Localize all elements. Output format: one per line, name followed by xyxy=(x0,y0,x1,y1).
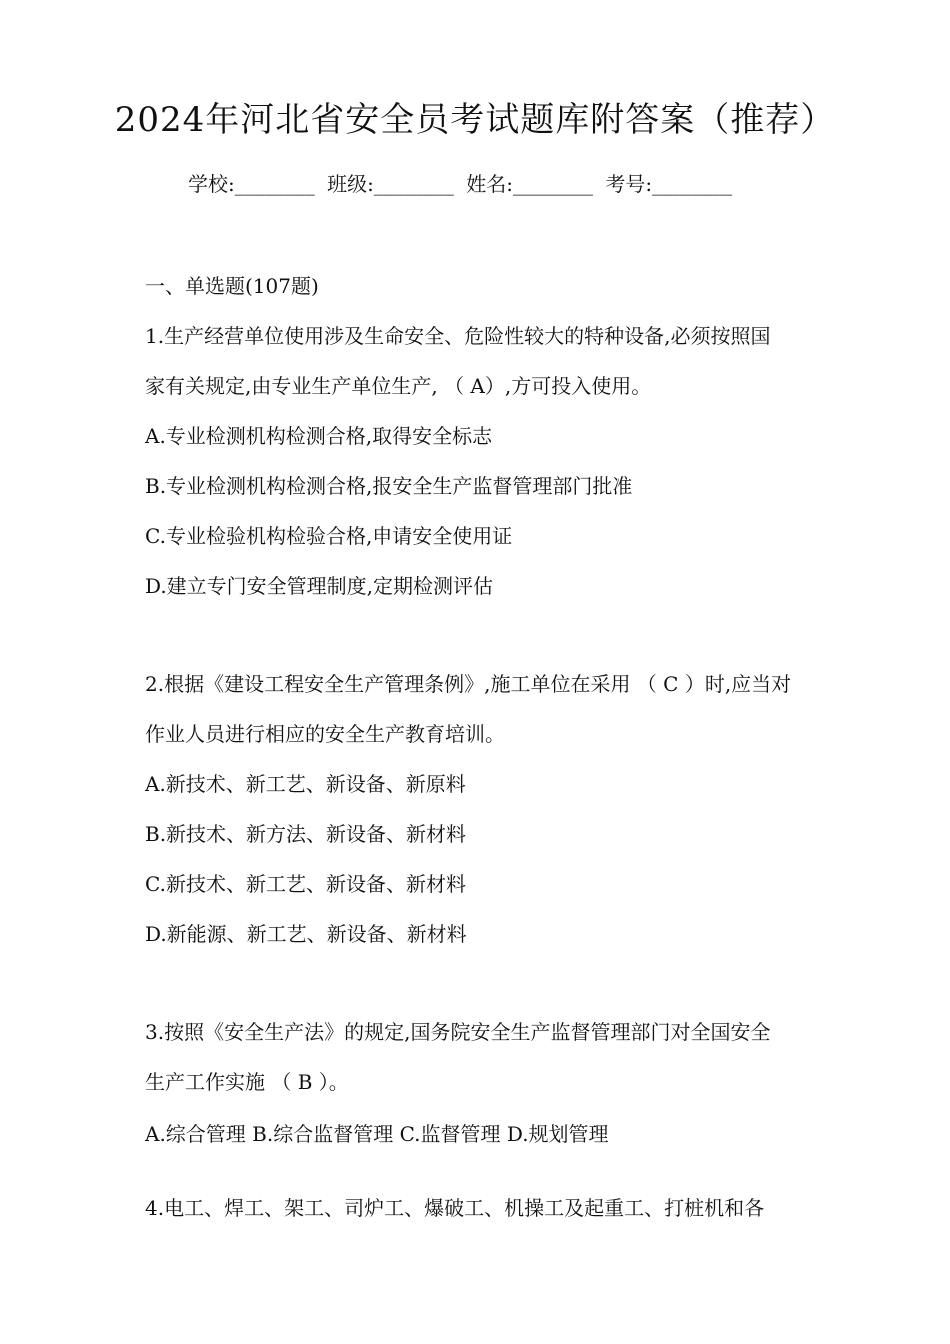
question-1-option-a: A.专业检测机构检测合格,取得安全标志 xyxy=(145,424,493,448)
question-2-option-a: A.新技术、新工艺、新设备、新原料 xyxy=(145,772,466,796)
question-2-option-b: B.新技术、新方法、新设备、新材料 xyxy=(145,822,467,846)
student-info-row xyxy=(188,172,738,196)
question-3-options: A.综合管理 B.综合监督管理 C.监督管理 D.规划管理 xyxy=(145,1122,609,1146)
exam-number-field: 考号:________ xyxy=(605,172,733,196)
question-2-option-d: D.新能源、新工艺、新设备、新材料 xyxy=(145,922,467,946)
name-field: 姓名:________ xyxy=(466,172,593,196)
question-2-option-c: C.新技术、新工艺、新设备、新材料 xyxy=(145,872,466,896)
question-1-option-c: C.专业检验机构检验合格,申请安全使用证 xyxy=(145,524,513,548)
question-1-option-b: B.专业检测机构检测合格,报安全生产监督管理部门批准 xyxy=(145,474,633,498)
question-1-line-2: 家有关规定,由专业生产单位生产, （ A）,方可投入使用。 xyxy=(145,374,652,398)
question-2-line-2: 作业人员进行相应的安全生产教育培训。 xyxy=(145,722,505,746)
question-4-line-1: 4.电工、焊工、架工、司炉工、爆破工、机操工及起重工、打桩机和各 xyxy=(145,1196,765,1220)
section-heading: 一、单选题(107题) xyxy=(145,274,319,298)
school-field: 学校:________ xyxy=(188,172,315,196)
question-1-option-d: D.建立专门安全管理制度,定期检测评估 xyxy=(145,574,494,598)
question-3-line-1: 3.按照《安全生产法》的规定,国务院安全生产监督管理部门对全国安全 xyxy=(145,1020,771,1044)
page-title: 2024年河北省安全员考试题库附答案（推荐） xyxy=(114,100,836,140)
class-field: 班级:________ xyxy=(327,172,454,196)
question-1-line-1: 1.生产经营单位使用涉及生命安全、危险性较大的特种设备,必须按照国 xyxy=(145,324,771,348)
question-2-line-1: 2.根据《建设工程安全生产管理条例》,施工单位在采用 （ C ）时,应当对 xyxy=(145,672,792,696)
question-3-line-2: 生产工作实施 （ B ）。 xyxy=(145,1070,349,1094)
